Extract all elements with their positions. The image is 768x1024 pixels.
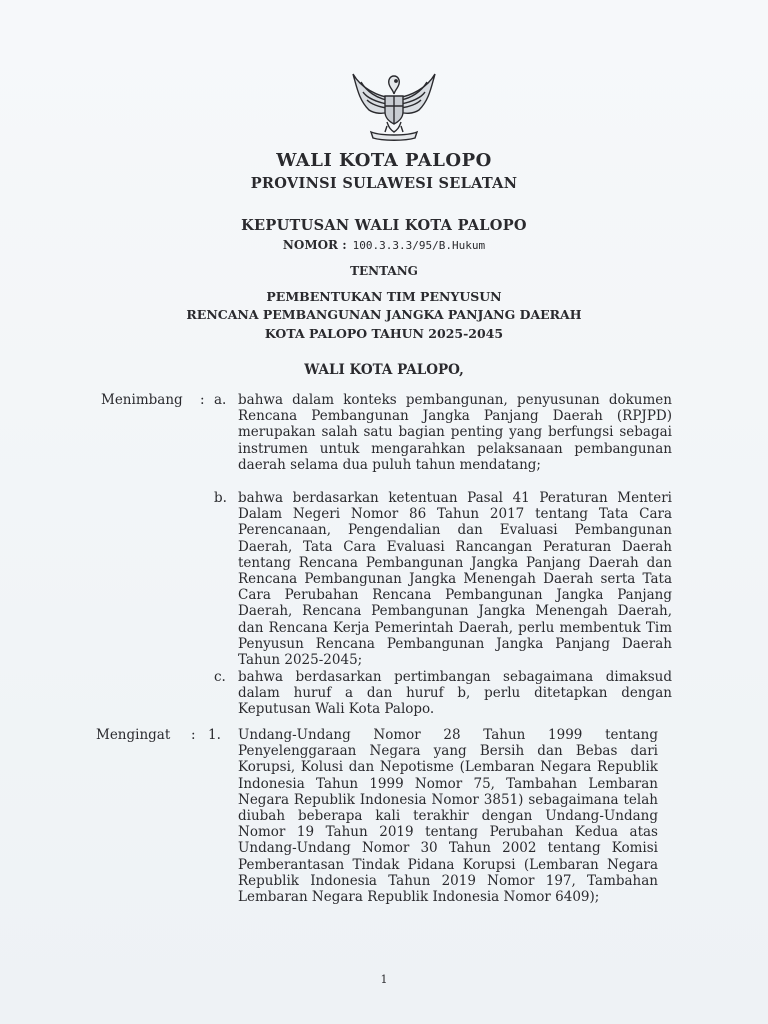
menimbang-label: Menimbang bbox=[101, 392, 183, 408]
mengingat-colon: : bbox=[191, 727, 196, 743]
decree-title: KEPUTUSAN WALI KOTA PALOPO bbox=[241, 217, 527, 234]
subject-line-1: PEMBENTUKAN TIM PENYUSUN bbox=[266, 289, 502, 304]
mayor-heading: WALI KOTA PALOPO, bbox=[304, 362, 464, 378]
city-title: WALI KOTA PALOPO bbox=[276, 150, 492, 171]
mengingat-text-1: Undang-Undang Nomor 28 Tahun 1999 tentang Penyelenggaraan Negara yang Bersih dan Bebas dari Korupsi, Kolusi dan Nepotisme (Lembaran Negara Republik Indonesia Tahun 1999 Nomor 75, Tambahan Lembaran Negara Republik Indonesia Nomor 3851) sebagaimana telah diubah beberapa kali terakhir dengan Undang-Undang Nomor 19 Tahun 2019 tentang Perubahan Kedua atas Undang-Undang Nomor 30 Tahun 2002 tentang Komisi Pemberantasan Tindak Pidana Korupsi (Lembaran Negara Republik Indonesia Tahun 2019 Nomor 197, Tambahan Lembaran Negara Republik Indonesia Nomor 6409); bbox=[238, 727, 658, 906]
mengingat-key-1: 1. bbox=[208, 727, 221, 743]
decree-number bbox=[0, 238, 768, 252]
menimbang-text-b: bahwa berdasarkan ketentuan Pasal 41 Peraturan Menteri Dalam Negeri Nomor 86 Tahun 2017 tentang Tata Cara Perencanaan, Pengendalian dan Evaluasi Pembangunan Daerah, Tata Cara Evaluasi Rancangan Peraturan Daerah tentang Rencana Pembangunan Jangka Panjang Daerah dan Rencana Pembangunan Jangka Menengah Daerah serta Tata Cara Perubahan Rencana Pembangunan Jangka Panjang Daerah, Rencana Pembangunan Jangka Menengah Daerah, dan Rencana Kerja Pemerintah Daerah, perlu membentuk Tim Penyusun Rencana Pembangunan Jangka Panjang Daerah Tahun 2025-2045; bbox=[238, 490, 672, 669]
menimbang-key-c: c. bbox=[214, 669, 226, 685]
mengingat-label: Mengingat bbox=[96, 727, 171, 743]
page-number: 1 bbox=[380, 973, 388, 986]
about-label: TENTANG bbox=[350, 264, 418, 278]
menimbang-key-a: a. bbox=[214, 392, 227, 408]
menimbang-colon: : bbox=[200, 392, 205, 408]
decree-number-label: NOMOR : bbox=[282, 238, 347, 252]
subject-line-3: KOTA PALOPO TAHUN 2025-2045 bbox=[264, 326, 504, 341]
menimbang-key-b: b. bbox=[214, 490, 227, 506]
province-title: PROVINSI SULAWESI SELATAN bbox=[250, 175, 518, 192]
menimbang-text-a: bahwa dalam konteks pembangunan, penyusunan dokumen Rencana Pembangunan Jangka Panjang Daerah (RPJPD) merupakan salah satu bagian penting yang berfungsi sebagai instrumen untuk mengarahkan pelaksanaan pembangunan daerah selama dua puluh tahun mendatang; bbox=[238, 392, 672, 473]
garuda-emblem-icon bbox=[347, 68, 441, 144]
menimbang-text-c: bahwa berdasarkan pertimbangan sebagaimana dimaksud dalam huruf a dan huruf b, perlu ditetapkan dengan Keputusan Wali Kota Palopo. bbox=[238, 669, 672, 718]
decree-number-value: 100.3.3.3/95/B.Hukum bbox=[352, 239, 486, 252]
subject-line-2: RENCANA PEMBANGUNAN JANGKA PANJANG DAERAH bbox=[186, 307, 582, 322]
